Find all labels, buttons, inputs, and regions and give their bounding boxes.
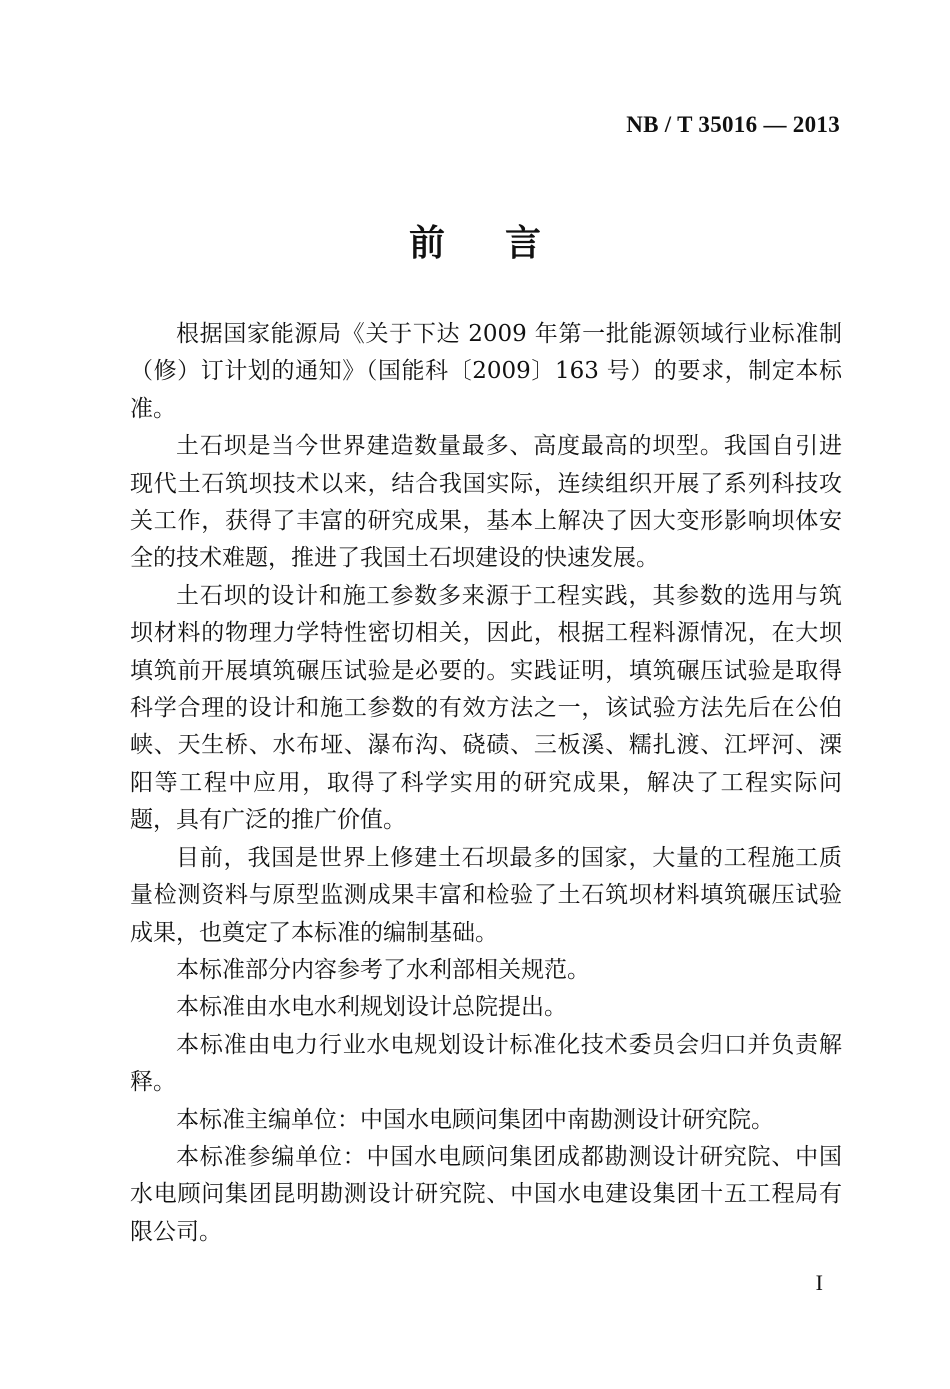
paragraph-participants: 本标准参编单位：中国水电顾问集团成都勘测设计研究院、中国水电顾问集团昆明勘测设计研究院、中国水电建设集团十五工程局有限公司。 xyxy=(130,1143,842,1245)
page-title: 前言 xyxy=(408,222,601,264)
paragraph-proposer: 本标准由水电水利规划设计总院提出。 xyxy=(176,994,567,1021)
paragraph-notice: 根据国家能源局《关于下达 2009 年第一批能源领域行业标准制（修）订计划的通知》（国能科〔2009〕163 号）的要求，制定本标准。 xyxy=(130,321,842,422)
paragraph-interpretation: 本标准由电力行业水电规划设计标准化技术委员会归口并负责解释。 xyxy=(130,1031,842,1096)
paragraph-background: 土石坝是当今世界建造数量最多、高度最高的坝型。我国自引进现代土石筑坝技术以来，结合我国实际，连续组织开展了系列科技攻关工作，获得了丰富的研究成果，基本上解决了因大变形影响坝体安全的技术难题，推进了我国土石坝建设的快速发展。 xyxy=(130,433,842,572)
standard-code: NB / T 35016 — 2013 xyxy=(626,112,840,137)
paragraph-reference: 本标准部分内容参考了水利部相关规范。 xyxy=(176,956,590,983)
paragraph-chief-editor: 本标准主编单位：中国水电顾问集团中南勘测设计研究院。 xyxy=(176,1106,774,1133)
page-number: I xyxy=(815,1270,823,1295)
paragraph-basis: 目前，我国是世界上修建土石坝最多的国家，大量的工程施工质量检测资料与原型监测成果丰富和检验了土石筑坝材料填筑碾压试验成果，也奠定了本标准的编制基础。 xyxy=(130,844,842,946)
document-body xyxy=(130,316,842,1251)
paragraph-rolling-test: 土石坝的设计和施工参数多来源于工程实践，其参数的选用与筑坝材料的物理力学特性密切相关，因此，根据工程料源情况，在大坝填筑前开展填筑碾压试验是必要的。实践证明，填筑碾压试验是取得科学合理的设计和施工参数的有效方法之一，该试验方法先后在公伯峡、天生桥、水布垭、瀑布沟、硗碛、三板溪、糯扎渡、江坪河、溧阳等工程中应用，取得了科学实用的研究成果，解决了工程实际问题，具有广泛的推广价值。 xyxy=(130,582,842,834)
